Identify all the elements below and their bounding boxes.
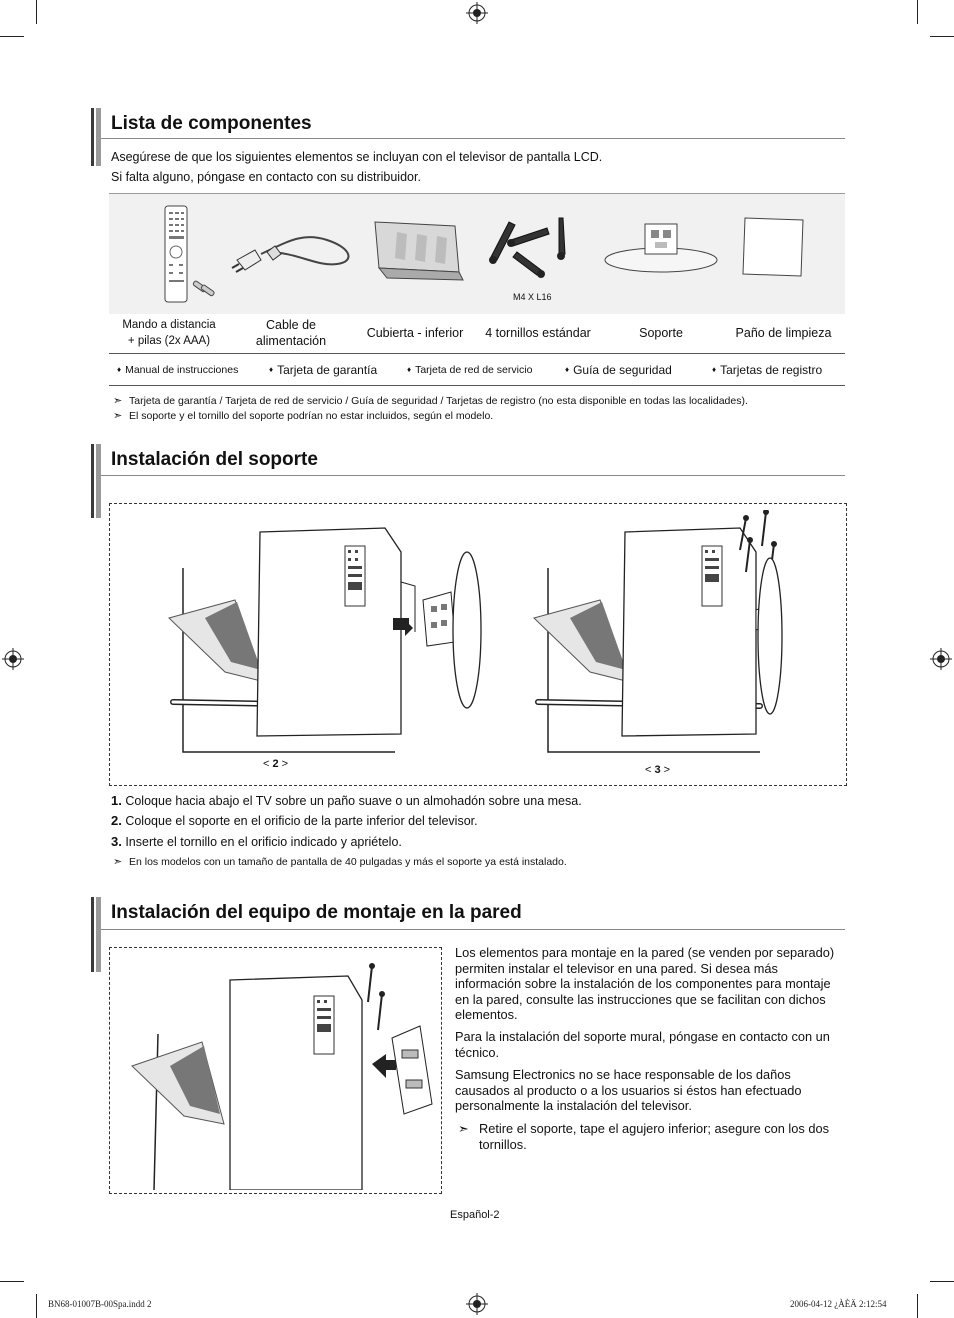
intro-line: Si falta alguno, póngase en contacto con su distribuidor. bbox=[111, 170, 421, 184]
component-label: Soporte bbox=[639, 326, 683, 340]
diamond-bullet-icon: ♦ bbox=[269, 365, 274, 374]
note-arrow-icon: ➣ bbox=[113, 856, 123, 868]
components-image-panel bbox=[109, 193, 845, 314]
registration-mark-icon bbox=[930, 648, 952, 670]
crop-mark bbox=[930, 36, 954, 37]
section-marker bbox=[91, 897, 101, 972]
diamond-bullet-icon: ♦ bbox=[565, 365, 570, 374]
stand-screw-illustration bbox=[530, 510, 830, 760]
document-item: ♦ Tarjeta de garantía bbox=[269, 362, 378, 377]
screws-icon bbox=[479, 212, 579, 287]
registration-mark-icon bbox=[466, 2, 488, 24]
note-line: ➣ En los modelos con un tamaño de pantalla de 40 pulgadas y más el soporte ya está instalado. bbox=[113, 856, 567, 868]
registration-mark-icon bbox=[466, 1293, 488, 1315]
diamond-bullet-icon: ♦ bbox=[117, 365, 122, 374]
component-label: Cable de alimentación bbox=[255, 318, 327, 348]
section-marker bbox=[91, 108, 101, 166]
wall-mount-illustration bbox=[124, 954, 434, 1190]
component-label: Paño de limpieza bbox=[735, 326, 832, 340]
crop-mark bbox=[917, 0, 918, 24]
wall-mount-note: ➣ Retire el soporte, tape el agujero inferior; asegure con los dos tornillos. bbox=[458, 1121, 829, 1152]
document-item: ♦ Guía de seguridad bbox=[565, 362, 672, 377]
crop-mark bbox=[36, 1294, 37, 1318]
component-label: Cubierta - inferior bbox=[366, 326, 464, 340]
document-item: ♦ Tarjetas de registro bbox=[712, 362, 823, 377]
section-title-wall-mount: Instalación del equipo de montaje en la pared bbox=[111, 902, 522, 923]
cleaning-cloth-icon bbox=[739, 214, 809, 282]
intro-line: Asegúrese de que los siguientes elementos se incluyan con el televisor de pantalla LCD. bbox=[111, 150, 603, 164]
section-rule bbox=[101, 929, 845, 930]
document-item: ♦ Manual de instrucciones bbox=[117, 363, 239, 376]
crop-mark bbox=[930, 1281, 954, 1282]
page-number: Español-2 bbox=[450, 1209, 500, 1221]
diamond-bullet-icon: ♦ bbox=[712, 365, 717, 374]
section-title-components: Lista de componentes bbox=[111, 113, 312, 134]
wall-mount-paragraph: Samsung Electronics no se hace responsable de los daños causados al producto o a los usuarios si éstos han efectuado personalmente la instalación del televisor. bbox=[455, 1067, 802, 1113]
section-rule bbox=[101, 475, 845, 476]
crop-mark bbox=[917, 1294, 918, 1318]
components-labels-row bbox=[109, 313, 845, 353]
section-marker bbox=[91, 444, 101, 518]
footer-filename: BN68-01007B-00Spa.indd 2 bbox=[48, 1299, 152, 1309]
note-line: ➣ El soporte y el tornillo del soporte podrían no estar incluidos, según el modelo. bbox=[113, 410, 494, 422]
section-rule bbox=[101, 138, 845, 139]
note-arrow-icon: ➣ bbox=[458, 1121, 469, 1136]
step-item: 1. Coloque hacia abajo el TV sobre un paño suave o un almohadón sobre una mesa. bbox=[111, 793, 582, 808]
diamond-bullet-icon: ♦ bbox=[407, 365, 412, 374]
section-title-stand: Instalación del soporte bbox=[111, 449, 318, 470]
crop-mark bbox=[0, 1281, 24, 1282]
note-arrow-icon: ➣ bbox=[113, 395, 123, 407]
component-label: Mando a distancia + pilas (2x AAA) bbox=[122, 319, 216, 347]
stand-icon bbox=[599, 216, 724, 281]
power-cable-icon bbox=[227, 212, 362, 282]
wall-mount-paragraph: Los elementos para montaje en la pared (se venden por separado) permiten instalar el televisor en una pared. Si desea más información sobre la instalación de los componentes para montaje en la pared, consulte las instrucciones que se facilitan con dichos elementos. bbox=[455, 945, 835, 1022]
crop-mark bbox=[36, 0, 37, 24]
bottom-cover-icon bbox=[367, 212, 467, 282]
note-arrow-icon: ➣ bbox=[113, 410, 123, 422]
figure-caption: < 3 > bbox=[645, 764, 671, 776]
registration-mark-icon bbox=[2, 648, 24, 670]
stand-figure-box bbox=[109, 503, 847, 786]
wall-mount-paragraph: Para la instalación del soporte mural, póngase en contacto con un técnico. bbox=[455, 1029, 830, 1060]
step-item: 3. Inserte el tornillo en el orificio indicado y apriételo. bbox=[111, 834, 402, 849]
component-label: 4 tornillos estándar bbox=[485, 326, 591, 340]
step-item: 2. Coloque el soporte en el orificio de la parte inferior del televisor. bbox=[111, 813, 478, 828]
wall-mount-figure-box bbox=[109, 947, 442, 1194]
figure-caption: < 2 > bbox=[263, 758, 289, 770]
crop-mark bbox=[0, 36, 24, 37]
footer-timestamp: 2006-04-12 ¿ÀÈÄ 2:12:54 bbox=[790, 1299, 887, 1309]
document-item: ♦ Tarjeta de red de servicio bbox=[407, 363, 533, 376]
remote-control-icon bbox=[157, 204, 232, 304]
documents-row bbox=[109, 353, 845, 386]
note-line: ➣ Tarjeta de garantía / Tarjeta de red de servicio / Guía de seguridad / Tarjetas de registro (no esta disponible en todas las localidades). bbox=[113, 395, 748, 407]
screw-spec-label: M4 X L16 bbox=[513, 292, 552, 302]
stand-install-illustration bbox=[165, 522, 505, 757]
